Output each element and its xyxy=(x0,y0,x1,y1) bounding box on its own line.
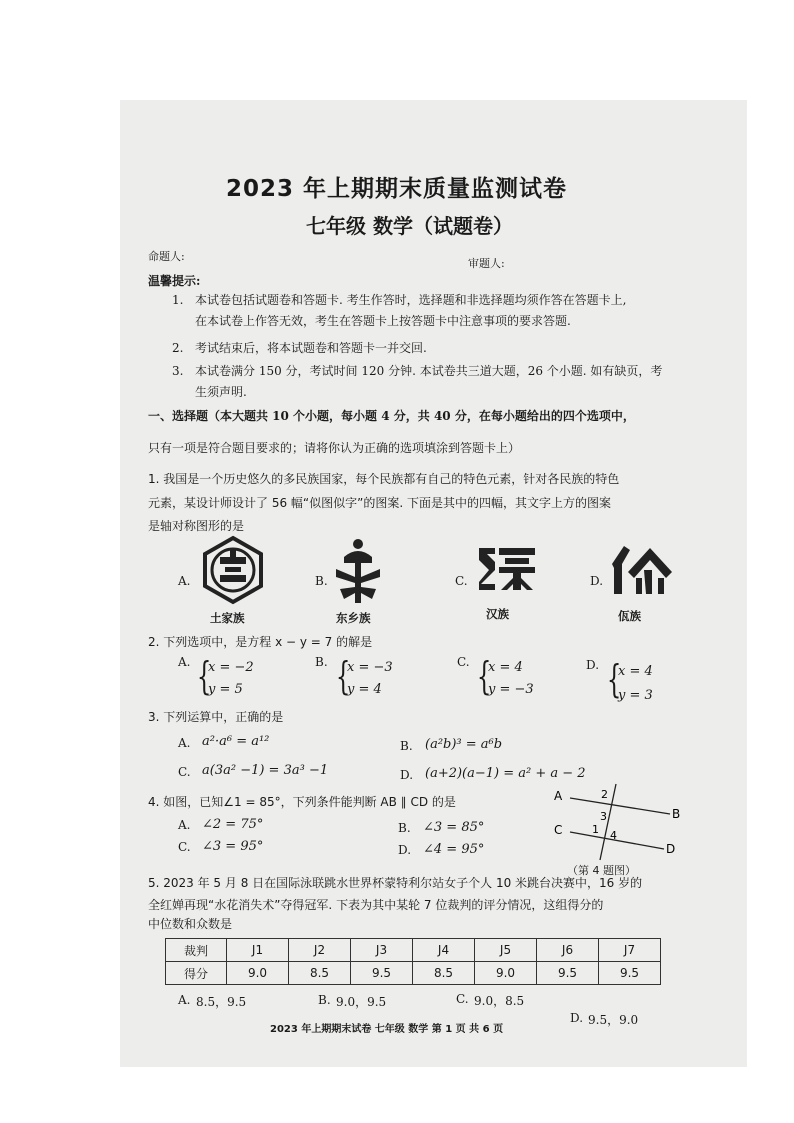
q4-option-c-expr: ∠3 = 95° xyxy=(202,839,264,854)
angle-1-label: 1 xyxy=(592,823,599,836)
point-a-label: A xyxy=(554,789,563,803)
q4-figure-caption: （第 4 题图） xyxy=(567,864,636,877)
q4-option-a-label: A. xyxy=(178,818,191,832)
q2-option-c-row-1: x = 4 xyxy=(488,660,523,675)
q1-option-d-caption: 佤族 xyxy=(618,609,641,623)
q3-option-b-label: B. xyxy=(400,739,413,753)
table-row-judges xyxy=(166,939,661,962)
q1-stem-line-1: 1. 我国是一个历史悠久的多民族国家，每个民族都有自己的特色元素，针对各民族的特色 xyxy=(148,472,620,486)
q2-option-b-row-2: y = 4 xyxy=(347,682,382,697)
q3-option-d-expr: (a+2)(a−1) = a² + a − 2 xyxy=(425,766,586,781)
table-cell: 得分 xyxy=(166,962,227,985)
table-row-scores xyxy=(166,962,661,985)
q2-option-c-brace: { xyxy=(476,654,492,698)
notice-item-3-num: 3. xyxy=(172,364,184,378)
table-cell: 9.0 xyxy=(475,962,537,985)
wa-pattern-icon xyxy=(608,542,676,598)
angle-4-label: 4 xyxy=(610,829,617,842)
q5-stem-line-3: 中位数和众数是 xyxy=(148,917,233,931)
table-cell: 8.5 xyxy=(289,962,351,985)
q5-option-d-expr: 9.5，9.0 xyxy=(588,1013,639,1027)
q5-score-table xyxy=(165,938,661,985)
reviewer-label: 审题人: xyxy=(468,257,505,270)
q4-option-b-expr: ∠3 = 85° xyxy=(423,820,485,835)
q3-option-c-expr: a(3a² −1) = 3a³ −1 xyxy=(202,763,329,778)
notice-item-2-line-1: 考试结束后，将本试题卷和答题卡一并交回. xyxy=(195,341,427,355)
q4-option-d-label: D. xyxy=(398,843,412,857)
table-header-cell: 裁判 xyxy=(166,939,227,962)
q4-option-d-expr: ∠4 = 95° xyxy=(423,842,485,857)
q5-option-c-expr: 9.0，8.5 xyxy=(474,994,525,1008)
q2-option-a-row-2: y = 5 xyxy=(208,682,243,697)
q5-stem-line-2: 全红婵再现“水花消失术”夺得冠军. 下表为其中某轮 7 位裁判的评分情况，这组得分的 xyxy=(148,898,604,912)
q1-option-b-caption: 东乡族 xyxy=(336,611,371,625)
table-cell: 9.0 xyxy=(227,962,289,985)
q4-option-b-label: B. xyxy=(398,821,411,835)
q2-option-c-label: C. xyxy=(457,655,470,669)
q1-option-a-caption: 土家族 xyxy=(210,611,245,625)
q3-stem: 3. 下列运算中，正确的是 xyxy=(148,710,284,724)
notice-item-1-line-1: 本试卷包括试题卷和答题卡. 考生作答时，选择题和非选择题均须作答在答题卡上, xyxy=(195,293,627,307)
q1-stem-line-2: 元素，某设计师设计了 56 幅“似图似字”的图案. 下面是其中的四幅，其文字上方的图案 xyxy=(148,496,611,510)
q4-geometry-figure xyxy=(552,782,692,862)
dongxiang-pattern-icon xyxy=(330,537,386,607)
q2-option-d-brace: { xyxy=(606,657,622,701)
exam-paper xyxy=(120,100,747,1067)
q3-option-c-label: C. xyxy=(178,765,191,779)
exam-subtitle: 七年级 数学（试题卷） xyxy=(306,214,513,238)
exam-title: 2023 年上期期末质量监测试卷 xyxy=(226,176,568,202)
q4-stem: 4. 如图，已知∠1 = 85°，下列条件能判断 AB ∥ CD 的是 xyxy=(148,795,456,809)
q1-option-a-label: A. xyxy=(178,574,191,588)
table-cell: 9.5 xyxy=(599,962,661,985)
table-header-cell: J2 xyxy=(289,939,351,962)
table-header-cell: J7 xyxy=(599,939,661,962)
q2-option-c-row-2: y = −3 xyxy=(488,682,534,697)
notice-item-2-num: 2. xyxy=(172,341,184,355)
q3-option-b-expr: (a²b)³ = a⁶b xyxy=(425,737,503,752)
notice-item-3-line-1: 本试卷满分 150 分，考试时间 120 分钟. 本试卷共三道大题，26 个小题. 如有缺页，考 xyxy=(195,364,663,378)
q2-option-b-row-1: x = −3 xyxy=(347,660,393,675)
table-header-cell: J3 xyxy=(351,939,413,962)
table-cell: 9.5 xyxy=(351,962,413,985)
q5-option-a-expr: 8.5，9.5 xyxy=(196,995,247,1009)
table-cell: 9.5 xyxy=(537,962,599,985)
q5-stem-line-1: 5. 2023 年 5 月 8 日在国际泳联跳水世界杯蒙特利尔站女子个人 10 米跳台决赛中，16 岁的 xyxy=(148,876,643,890)
section-1-heading-line-1: 一、选择题（本大题共 10 个小题，每小题 4 分，共 40 分，在每小题给出的四个选项中， xyxy=(148,409,635,423)
table-header-cell: J6 xyxy=(537,939,599,962)
q1-stem-line-3: 是轴对称图形的是 xyxy=(148,519,245,533)
q2-option-d-row-1: x = 4 xyxy=(618,664,653,679)
tujia-pattern-icon xyxy=(200,535,266,605)
q4-option-c-label: C. xyxy=(178,840,191,854)
q2-option-b-brace: { xyxy=(335,654,351,698)
table-header-cell: J5 xyxy=(475,939,537,962)
q4-option-a-expr: ∠2 = 75° xyxy=(202,817,264,832)
han-pattern-icon xyxy=(475,544,539,594)
point-b-label: B xyxy=(672,807,681,821)
notice-item-3-line-2: 生须声明. xyxy=(195,385,247,399)
table-header-cell: J4 xyxy=(413,939,475,962)
table-cell: 8.5 xyxy=(413,962,475,985)
q5-option-a-label: A. xyxy=(178,993,191,1007)
point-d-label: D xyxy=(666,842,676,856)
q1-option-b-label: B. xyxy=(315,574,328,588)
q2-option-b-label: B. xyxy=(315,655,328,669)
page-footer: 2023 年上期期末试卷 七年级 数学 第 1 页 共 6 页 xyxy=(270,1024,504,1035)
q1-option-c-caption: 汉族 xyxy=(486,607,509,621)
q2-option-a-row-1: x = −2 xyxy=(208,660,254,675)
q3-option-a-label: A. xyxy=(178,736,191,750)
notice-title: 温馨提示: xyxy=(148,274,201,288)
table-header-cell: J1 xyxy=(227,939,289,962)
angle-3-label: 3 xyxy=(600,810,607,823)
setter-label: 命题人: xyxy=(148,250,185,263)
q5-option-b-expr: 9.0，9.5 xyxy=(336,995,387,1009)
point-c-label: C xyxy=(554,823,563,837)
q3-option-a-expr: a²·a⁶ = a¹² xyxy=(202,734,270,749)
q1-option-c-label: C. xyxy=(455,574,468,588)
q5-option-d-label: D. xyxy=(570,1011,584,1025)
q2-stem: 2. 下列选项中，是方程 x − y = 7 的解是 xyxy=(148,635,373,649)
q2-option-d-label: D. xyxy=(586,658,600,672)
q3-option-d-label: D. xyxy=(400,768,414,782)
q5-option-c-label: C. xyxy=(456,992,469,1006)
notice-item-1-num: 1. xyxy=(172,293,184,307)
q5-option-b-label: B. xyxy=(318,993,331,1007)
q2-option-a-brace: { xyxy=(196,654,212,698)
notice-item-1-line-2: 在本试卷上作答无效，考生在答题卡上按答题卡中注意事项的要求答题. xyxy=(195,314,571,328)
q2-option-a-label: A. xyxy=(178,655,191,669)
angle-2-label: 2 xyxy=(601,788,608,801)
q2-option-d-row-2: y = 3 xyxy=(618,688,653,703)
q1-option-d-label: D. xyxy=(590,574,604,588)
section-1-heading-line-2: 只有一项是符合题目要求的；请将你认为正确的选项填涂到答题卡上） xyxy=(148,441,521,455)
